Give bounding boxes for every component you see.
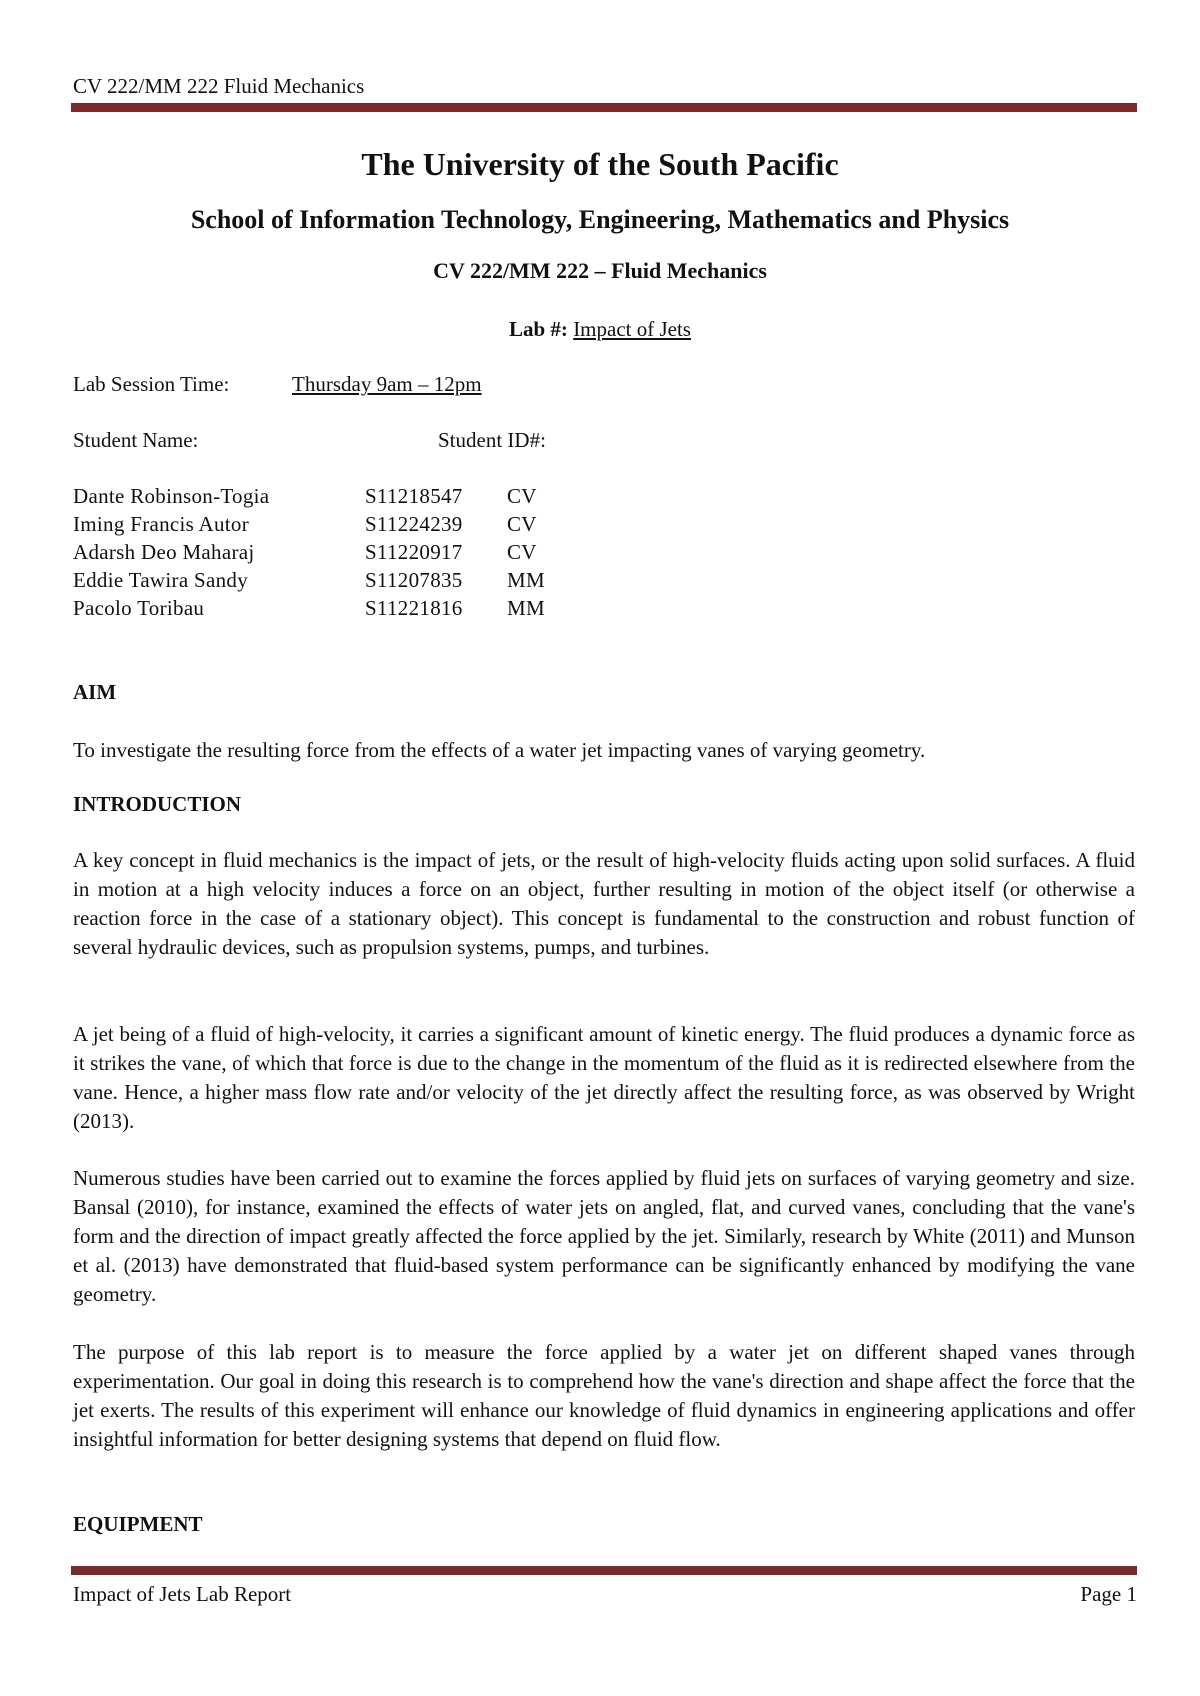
student-program: CV	[507, 512, 537, 536]
student-name: Eddie Tawira Sandy	[73, 568, 248, 592]
page-number: Page 1	[1080, 1582, 1137, 1606]
list-item	[73, 538, 567, 566]
intro-paragraph: A jet being of a fluid of high-velocity, it carries a significant amount of kinetic energy. The fluid produces a dynamic force as it strikes the vane, of which that force is due to the change in the momentum of the fluid as it is redirected elsewhere from the vane. Hence, a higher mass flow rate and/or velocity of the jet directly affect the resulting force, as was observed by Wright (2013).	[73, 1022, 1135, 1133]
intro-paragraph: Numerous studies have been carried out to examine the forces applied by fluid jets on surfaces of varying geometry and size. Bansal (2010), for instance, examined the effects of water jets on angled, flat, and curved vanes, concluding that the vane's form and the direction of impact greatly affected the force applied by the jet. Similarly, research by White (2011) and Munson et al. (2013) have demonstrated that fluid-based system performance can be significantly enhanced by modifying the vane geometry.	[73, 1166, 1135, 1306]
student-id: S11207835	[365, 568, 463, 592]
list-item	[73, 482, 567, 510]
session-label: Lab Session Time:	[73, 372, 230, 396]
student-id: S11220917	[365, 540, 463, 564]
university-title: The University of the South Pacific	[361, 146, 839, 182]
student-name-label: Student Name:	[73, 428, 199, 452]
list-item	[73, 510, 567, 538]
student-program: CV	[507, 484, 537, 508]
footer-rule	[71, 1566, 1137, 1575]
student-id: S11218547	[365, 484, 463, 508]
student-id: S11224239	[365, 512, 463, 536]
aim-text: To investigate the resulting force from the effects of a water jet impacting vanes of varying geometry.	[73, 738, 926, 762]
student-program: MM	[507, 596, 545, 620]
running-header: CV 222/MM 222 Fluid Mechanics	[73, 74, 365, 98]
student-name: Iming Francis Autor	[73, 512, 250, 536]
aim-heading: AIM	[73, 680, 117, 704]
list-item	[73, 566, 567, 594]
equipment-heading: EQUIPMENT	[73, 1512, 203, 1536]
header-rule	[71, 103, 1137, 112]
lab-name: Impact of Jets	[573, 317, 691, 341]
course-title: CV 222/MM 222 – Fluid Mechanics	[433, 258, 767, 283]
school-title: School of Information Technology, Engineering, Mathematics and Physics	[190, 205, 1010, 234]
student-program: MM	[507, 568, 545, 592]
session-value: Thursday 9am – 12pm	[292, 372, 482, 396]
student-program: CV	[507, 540, 537, 564]
introduction-heading: INTRODUCTION	[73, 792, 242, 816]
student-list	[73, 482, 567, 622]
lab-label: Lab #:	[509, 317, 568, 341]
student-name: Adarsh Deo Maharaj	[73, 540, 255, 564]
student-name: Dante Robinson-Togia	[73, 484, 270, 508]
student-id: S11221816	[365, 596, 463, 620]
lab-title	[0, 317, 1200, 342]
student-name: Pacolo Toribau	[73, 596, 205, 620]
list-item	[73, 594, 567, 622]
intro-paragraph: A key concept in fluid mechanics is the impact of jets, or the result of high-velocity fluids acting upon solid surfaces. A fluid in motion at a high velocity induces a force on an object, further resulting in motion of the object itself (or otherwise a reaction force in the case of a stationary object). This concept is fundamental to the construction and robust function of several hydraulic devices, such as propulsion systems, pumps, and turbines.	[73, 848, 1135, 959]
student-id-label: Student ID#:	[438, 428, 546, 452]
intro-paragraph: The purpose of this lab report is to measure the force applied by a water jet on different shaped vanes through experimentation. Our goal in doing this research is to comprehend how the vane's direction and shape affect the force that the jet exerts. The results of this experiment will enhance our knowledge of fluid dynamics in engineering applications and offer insightful information for better designing systems that depend on fluid flow.	[73, 1340, 1135, 1451]
footer-title: Impact of Jets Lab Report	[73, 1582, 292, 1606]
